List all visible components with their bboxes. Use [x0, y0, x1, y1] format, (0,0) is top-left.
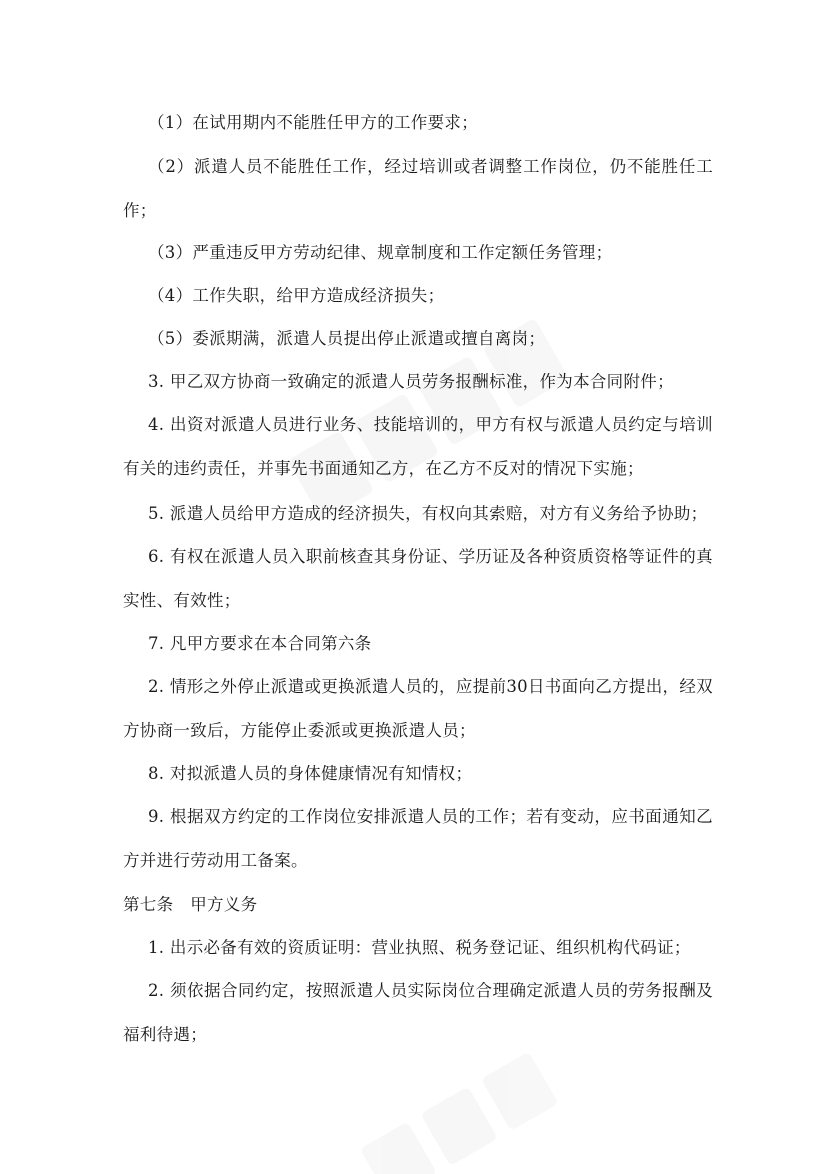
clause-item-4: （4）工作失职，给甲方造成经济损失； — [148, 286, 445, 305]
clause-2-continued: 2. 情形之外停止派遣或更换派遣人员的，应提前30日书面向乙方提出，经双方协商一致后，方能停止委派或更换派遣人员； — [123, 677, 713, 740]
obligation-2: 2. 须依据合同约定，按照派遣人员实际岗位合理确定派遣人员的劳务报酬及福利待遇； — [123, 981, 713, 1044]
obligation-1: 1. 出示必备有效的资质证明：营业执照、税务登记证、组织机构代码证； — [148, 938, 691, 957]
clause-item-1: （1）在试用期内不能胜任甲方的工作要求； — [148, 113, 478, 132]
clause-9: 9. 根据双方约定的工作岗位安排派遣人员的工作；若有变动，应书面通知乙方并进行劳动用工备案。 — [123, 807, 713, 870]
clause-6: 6. 有权在派遣人员入职前核查其身份证、学历证及各种资质资格等证件的真实性、有效性； — [123, 547, 713, 610]
clause-3: 3. 甲乙双方协商一致确定的派遣人员劳务报酬标准，作为本合同附件； — [148, 372, 674, 391]
clause-8: 8. 对拟派遣人员的身体健康情况有知情权； — [148, 764, 473, 783]
clause-4: 4. 出资对派遣人员进行业务、技能培训的，甲方有权与派遣人员约定与培训有关的违约责任，并事先书面通知乙方，在乙方不反对的情况下实施； — [123, 415, 713, 478]
clause-item-3: （3）严重违反甲方劳动纪律、规章制度和工作定额任务管理； — [148, 243, 613, 262]
clause-item-2: （2）派遣人员不能胜任工作，经过培训或者调整工作岗位，仍不能胜任工作； — [123, 157, 713, 220]
section-heading-article-7: 第七条 甲方义务 — [123, 895, 258, 914]
clause-item-5: （5）委派期满，派遣人员提出停止派遣或擅自离岗； — [148, 329, 546, 348]
clause-5: 5. 派遣人员给甲方造成的经济损失，有权向其索赔，对方有义务给予协助； — [148, 504, 708, 523]
clause-7: 7. 凡甲方要求在本合同第六条 — [148, 634, 372, 653]
